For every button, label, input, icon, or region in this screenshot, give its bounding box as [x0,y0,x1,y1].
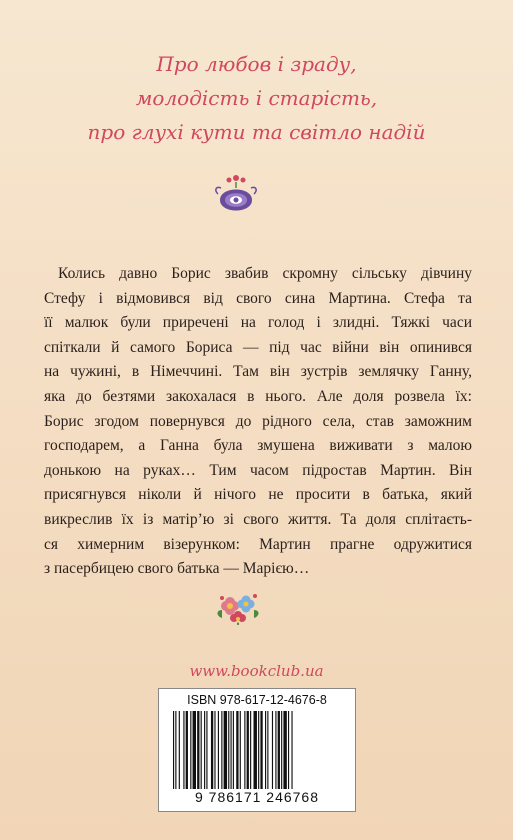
blurb-line: спіткали й самого Бориса — під час війни він опинився [44,338,472,356]
folk-flower-ornament-icon [212,172,260,220]
barcode-bar [291,711,292,789]
barcode-bar [206,711,207,789]
barcode-bar [193,711,196,789]
barcode-bar [265,711,266,789]
barcode-bar [201,711,202,789]
barcode-bar [267,711,268,789]
barcode-bar [179,711,180,789]
barcode-bar [288,711,289,789]
blurb-line: з пасербицею свого батька — Марією… [44,560,310,578]
blurb-line: господарем, а Ганна була змушена виживати з малою [44,437,472,455]
tagline-line-3: про глухі кути та світло надій [87,120,426,144]
blurb-line: присягнувся ніколи й нічого не просити в батька, який [44,486,472,504]
barcode-bar [236,711,238,789]
barcode-bar [275,711,276,789]
ean-digits: 9 786171 246768 [195,789,319,805]
blurb-text [44,262,472,582]
barcode-bar [281,711,282,789]
barcode-bar [258,711,259,789]
barcode-bar [228,711,229,789]
barcode-bar [254,711,257,789]
barcode-bar [197,711,199,789]
barcode-bar [224,711,227,789]
barcode-bar [211,711,213,789]
isbn-label: ISBN 978-617-12-4676-8 [187,693,327,707]
barcode-bar [173,711,174,789]
barcode-bar [221,711,222,789]
barcode-bar [250,711,251,789]
blurb-line: Колись давно Борис звабив скромну сільську дівчину [58,265,472,282]
publisher-website: www.bookclub.ua [189,662,324,680]
barcode-bar [240,711,241,789]
barcode-bar [175,711,176,789]
tagline-line-2: молодість і старість, [135,86,378,110]
blurb-line: донькою на руках… Тим часом підростав Мартин. Він [44,461,472,479]
barcode-bar [278,711,280,789]
barcode-bar [247,711,249,789]
blurb-line: на чужині, в Німеччині. Там він зустрів землячку Ганну, [44,363,472,381]
blurb-line: Стефу і відмовився від свого сина Мартина. Стефа та [44,289,472,307]
tagline-line-1: Про любов і зраду, [156,52,357,76]
barcode-bar [244,711,245,789]
barcode [171,711,343,789]
barcode-bar [183,711,184,789]
barcode-bar [233,711,234,789]
barcode-bar [231,711,232,789]
barcode-bar [218,711,219,789]
blurb-line: викреслив їх із матір’ю зі свого життя. Та доля сплітаєть- [44,510,472,528]
barcode-bar [283,711,286,789]
barcode-panel [158,688,356,812]
flower-bouquet-ornament-icon [212,588,264,628]
barcode-bar [214,711,215,789]
blurb-line: ся химерним візерунком: Мартин прагне одружитися [44,535,472,553]
blurb-line: Борис згодом повернувся до рідного села, став заможним [44,412,472,430]
barcode-bar [272,711,273,789]
barcode-bar [204,711,205,789]
barcode-bar [190,711,191,789]
barcode-bar [260,711,262,789]
blurb-line: яка до безтями закохалася в нього. Але доля розвела їх: [44,387,472,405]
barcode-bar [186,711,188,789]
blurb-line: її малюк були приречені на голод і злидні. Тяжкі часи [44,314,472,332]
